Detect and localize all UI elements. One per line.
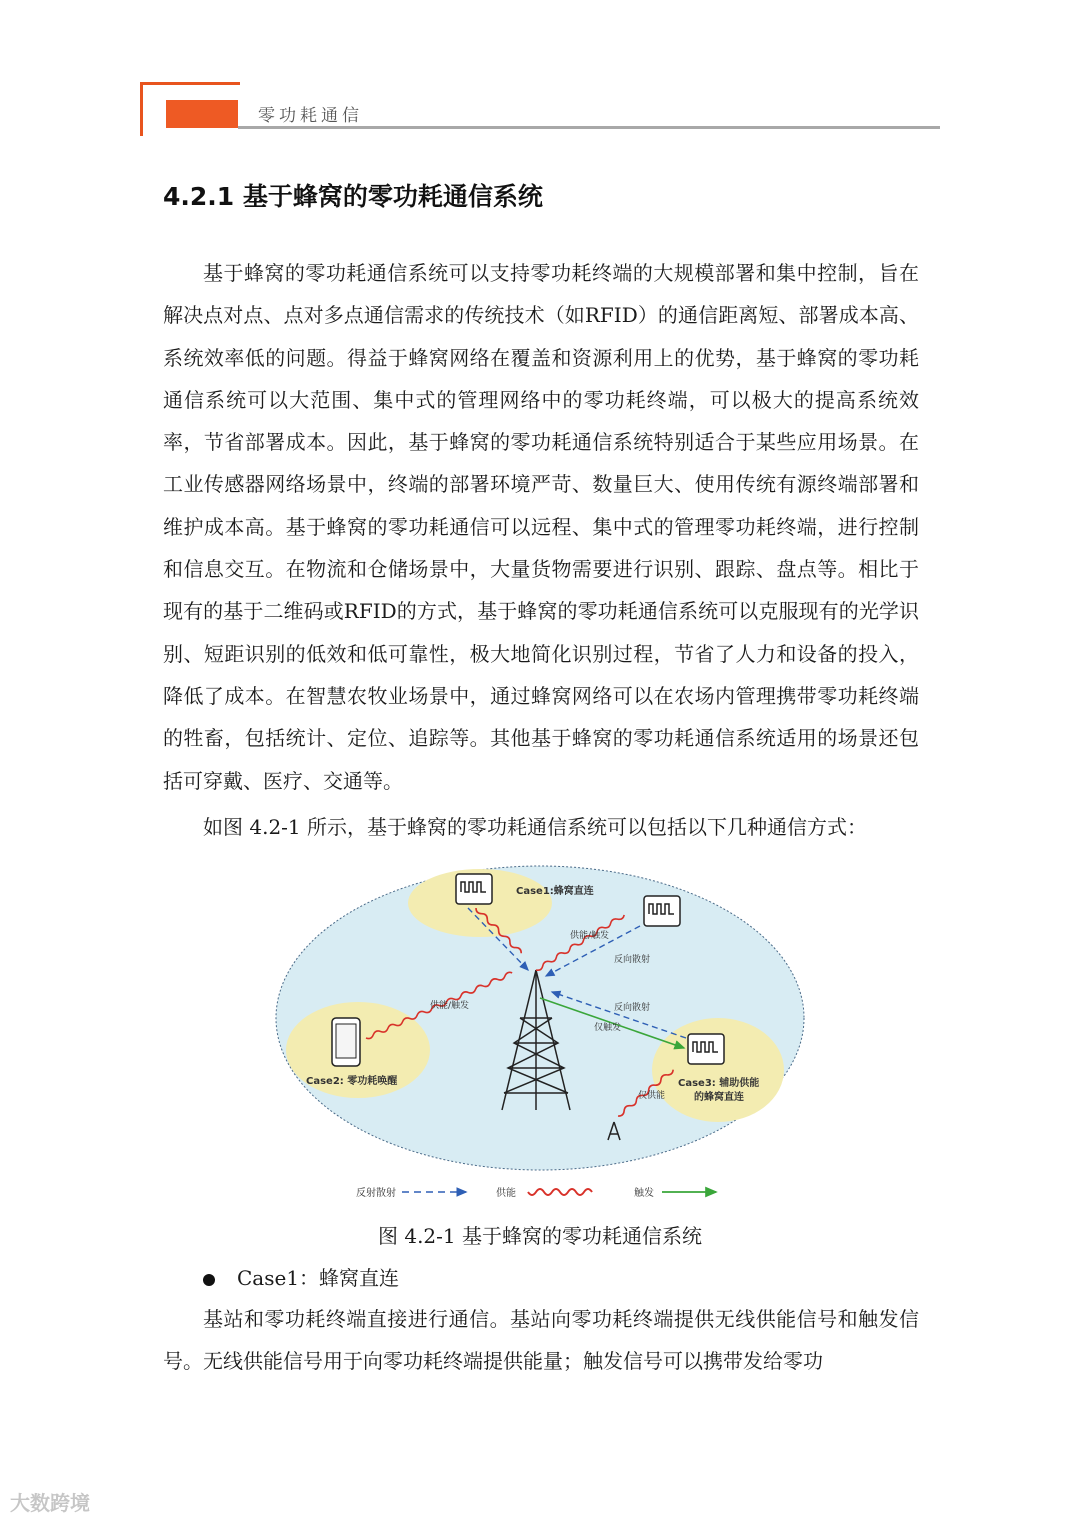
cellular-system-diagram xyxy=(270,858,810,1208)
legend-trigger-label: 触发 xyxy=(634,1188,654,1199)
header-accent xyxy=(166,100,238,128)
terminal-icon-case1 xyxy=(456,874,492,904)
case2-label: Case2: 零功耗唤醒 xyxy=(306,1076,398,1087)
label-power-only: 仅供能 xyxy=(638,1091,666,1101)
case3-label-line2: 的蜂窝直连 xyxy=(694,1092,744,1103)
figure-caption: 图 4.2-1 基于蜂窝的零功耗通信系统 xyxy=(377,1224,702,1248)
legend-power-wave xyxy=(528,1189,592,1195)
legend-backscatter-label: 反射散射 xyxy=(356,1188,396,1199)
bullet-dot xyxy=(203,1274,215,1286)
section-title: 4.2.1 基于蜂窝的零功耗通信系统 xyxy=(163,182,543,211)
case3-label-line1: Case3: 辅助供能 xyxy=(678,1078,760,1089)
header-rule xyxy=(238,126,940,129)
label-power-trigger-left: 供能/触发 xyxy=(430,1001,470,1011)
phone-icon xyxy=(332,1018,360,1066)
bullet-case1-text: Case1：蜂窝直连 xyxy=(237,1266,400,1290)
case1-label: Case1:蜂窝直连 xyxy=(516,886,594,897)
label-backscatter-right: 反向散射 xyxy=(614,1003,651,1013)
terminal-icon-case1-right xyxy=(644,896,680,926)
label-backscatter-top: 反向散射 xyxy=(614,955,651,965)
legend-power-label: 供能 xyxy=(496,1188,516,1199)
figure-reference-paragraph: 如图 4.2-1 所示，基于蜂窝的零功耗通信系统可以包括以下几种通信方式： xyxy=(203,815,868,839)
label-trigger-only: 仅触发 xyxy=(594,1023,622,1033)
running-header: 零功耗通信 xyxy=(258,106,363,126)
bullet-case1 xyxy=(203,1262,399,1294)
label-power-trigger-top: 供能/触发 xyxy=(570,931,610,941)
watermark: 大数跨境 xyxy=(10,1491,90,1515)
intro-paragraph: 基于蜂窝的零功耗通信系统可以支持零功耗终端的大规模部署和集中控制，旨在解决点对点、点对多点通信需求的传统技术（如RFID）的通信距离短、部署成本高、系统效率低的问题。得益于蜂窝网络在覆盖和资源利用上的优势，基于蜂窝的零功耗通信系统可以大范围、集中式的管理网络中的零功耗终端，可以极大的提高系统效率，节省部署成本。因此，基于蜂窝的零功耗通信系统特别适合于某些应用场景。在工业传感器网络场景中，终端的部署环境严苛、数量巨大、使用传统有源终端部署和维护成本高。基于蜂窝的零功耗通信可以远程、集中式的管理零功耗终端，进行控制和信息交互。在物流和仓储场景中，大量货物需要进行识别、跟踪、盘点等。相比于现有的基于二维码或RFID的方式，基于蜂窝的零功耗通信系统可以克服现有的光学识别、短距识别的低效和低可靠性，极大地简化识别过程，节省了人力和设备的投入，降低了成本。在智慧农牧业场景中，通过蜂窝网络可以在农场内管理携带零功耗终端的牲畜，包括统计、定位、追踪等。其他基于蜂窝的零功耗通信系统适用的场景还包括可穿戴、医疗、交通等。 xyxy=(163,261,919,793)
legend xyxy=(356,1186,716,1199)
case1-paragraph: 基站和零功耗终端直接进行通信。基站向零功耗终端提供无线供能信号和触发信号。无线供能信号用于向零功耗终端提供能量；触发信号可以携带发给零功 xyxy=(163,1307,919,1374)
terminal-icon-case3 xyxy=(688,1034,724,1064)
